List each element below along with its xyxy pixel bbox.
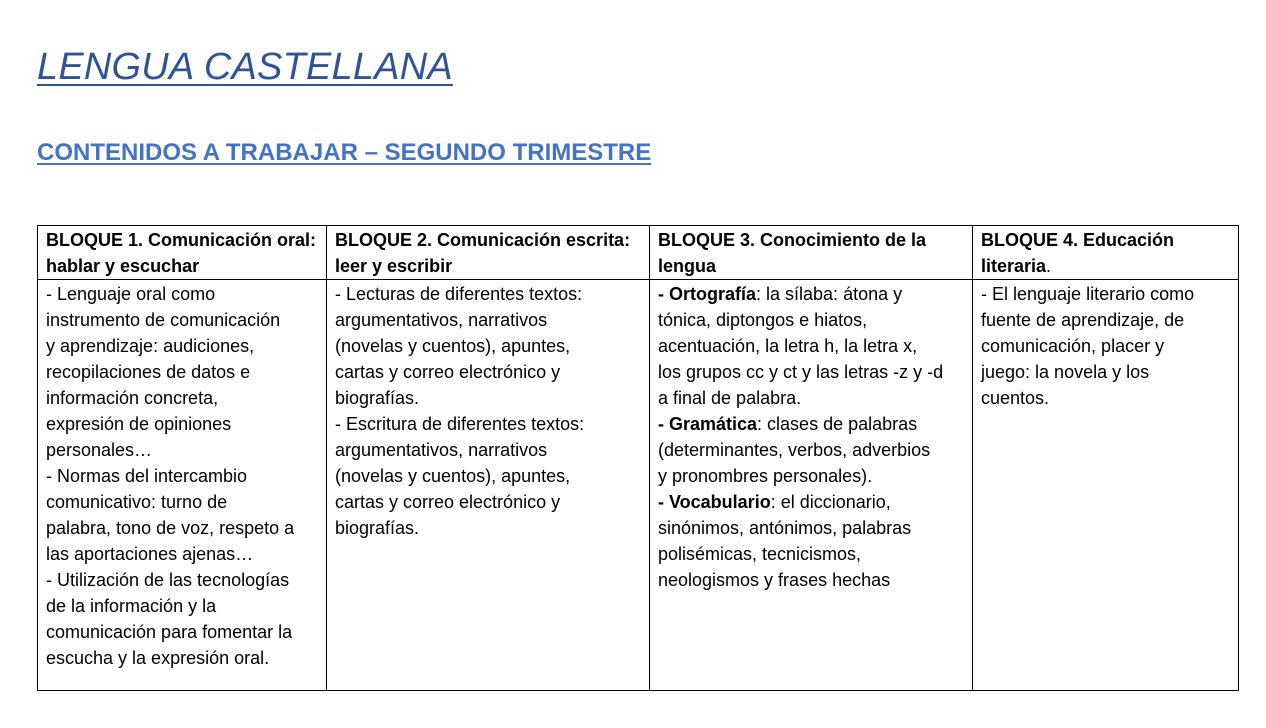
cell-line: fuente de aprendizaje, de xyxy=(981,310,1185,330)
section-subtitle: CONTENIDOS A TRABAJAR – SEGUNDO TRIMESTRE xyxy=(37,139,652,166)
header-line xyxy=(981,253,1230,279)
ortografia-text: : la sílaba: átona y xyxy=(756,284,903,304)
cell-line: biografías. xyxy=(335,518,420,538)
cell-line: biografías. xyxy=(335,388,420,408)
cell-line: - Lecturas de diferentes textos: xyxy=(335,284,583,304)
cell-line: - Lenguaje oral como xyxy=(46,284,216,304)
header-line-text: literaria xyxy=(981,256,1047,276)
cell-line: comunicativo: turno de xyxy=(46,492,228,512)
cell-line: expresión de opiniones xyxy=(46,414,232,434)
cell-line: argumentativos, narrativos xyxy=(335,440,548,460)
header-bloque-1 xyxy=(38,226,327,280)
cell-line: recopilaciones de datos e xyxy=(46,362,251,382)
cell-line: palabra, tono de voz, respeto a xyxy=(46,518,295,538)
header-bloque-2 xyxy=(327,226,650,280)
table-content-row xyxy=(38,280,1239,691)
header-line: leer y escribir xyxy=(335,256,453,276)
cell-line: juego: la novela y los xyxy=(981,362,1150,382)
cell-line: los grupos cc y ct y las letras -z y -d xyxy=(658,362,944,382)
header-line: BLOQUE 2. Comunicación escrita: xyxy=(335,230,631,250)
cell-line: y pronombres personales). xyxy=(658,466,873,486)
contents-table xyxy=(37,225,1239,691)
cell-line: acentuación, la letra h, la letra x, xyxy=(658,336,918,356)
cell-line: instrumento de comunicación xyxy=(46,310,281,330)
header-line-suffix: . xyxy=(1046,256,1052,276)
cell-line: y aprendizaje: audiciones, xyxy=(46,336,255,356)
header-bloque-3 xyxy=(650,226,973,280)
cell-bloque-2 xyxy=(327,280,650,691)
ortografia-label: - Ortografía xyxy=(658,284,757,304)
cell-bloque-3 xyxy=(650,280,973,691)
cell-line: - Utilización de las tecnologías xyxy=(46,570,290,590)
cell-line: tónica, diptongos e hiatos, xyxy=(658,310,868,330)
cell-bloque-4 xyxy=(973,280,1239,691)
cell-line xyxy=(658,411,964,437)
cell-line: neologismos y frases hechas xyxy=(658,570,891,590)
vocabulario-text: : el diccionario, xyxy=(770,492,891,512)
cell-line: (determinantes, verbos, adverbios xyxy=(658,440,931,460)
cell-line: a final de palabra. xyxy=(658,388,802,408)
cell-line: argumentativos, narrativos xyxy=(335,310,548,330)
cell-line: polisémicas, tecnicismos, xyxy=(658,544,862,564)
cell-line: personales… xyxy=(46,440,153,460)
cell-line: de la información y la xyxy=(46,596,217,616)
cell-line: escucha y la expresión oral. xyxy=(46,648,270,668)
document-title: LENGUA CASTELLANA xyxy=(37,46,453,88)
header-line: BLOQUE 1. Comunicación oral: xyxy=(46,230,317,250)
cell-line: - Escritura de diferentes textos: xyxy=(335,414,585,434)
header-bloque-4 xyxy=(973,226,1239,280)
cell-line: cartas y correo electrónico y xyxy=(335,492,561,512)
cell-line: cartas y correo electrónico y xyxy=(335,362,561,382)
cell-bloque-1 xyxy=(38,280,327,691)
cell-line: (novelas y cuentos), apuntes, xyxy=(335,466,571,486)
header-line: BLOQUE 3. Conocimiento de la xyxy=(658,230,927,250)
header-line: hablar y escuchar xyxy=(46,256,200,276)
cell-line: sinónimos, antónimos, palabras xyxy=(658,518,912,538)
vocabulario-label: - Vocabulario xyxy=(658,492,771,512)
header-line: BLOQUE 4. Educación xyxy=(981,230,1175,250)
gramatica-label: - Gramática xyxy=(658,414,758,434)
cell-line: comunicación para fomentar la xyxy=(46,622,293,642)
cell-line: comunicación, placer y xyxy=(981,336,1165,356)
cell-line: - Normas del intercambio xyxy=(46,466,248,486)
header-line: lengua xyxy=(658,256,717,276)
table-header-row xyxy=(38,226,1239,280)
cell-line: las aportaciones ajenas… xyxy=(46,544,254,564)
cell-line: cuentos. xyxy=(981,388,1050,408)
cell-line xyxy=(658,281,964,307)
gramatica-text: : clases de palabras xyxy=(757,414,918,434)
cell-line: (novelas y cuentos), apuntes, xyxy=(335,336,571,356)
cell-line: información concreta, xyxy=(46,388,219,408)
cell-line xyxy=(658,489,964,515)
cell-line: - El lenguaje literario como xyxy=(981,284,1195,304)
